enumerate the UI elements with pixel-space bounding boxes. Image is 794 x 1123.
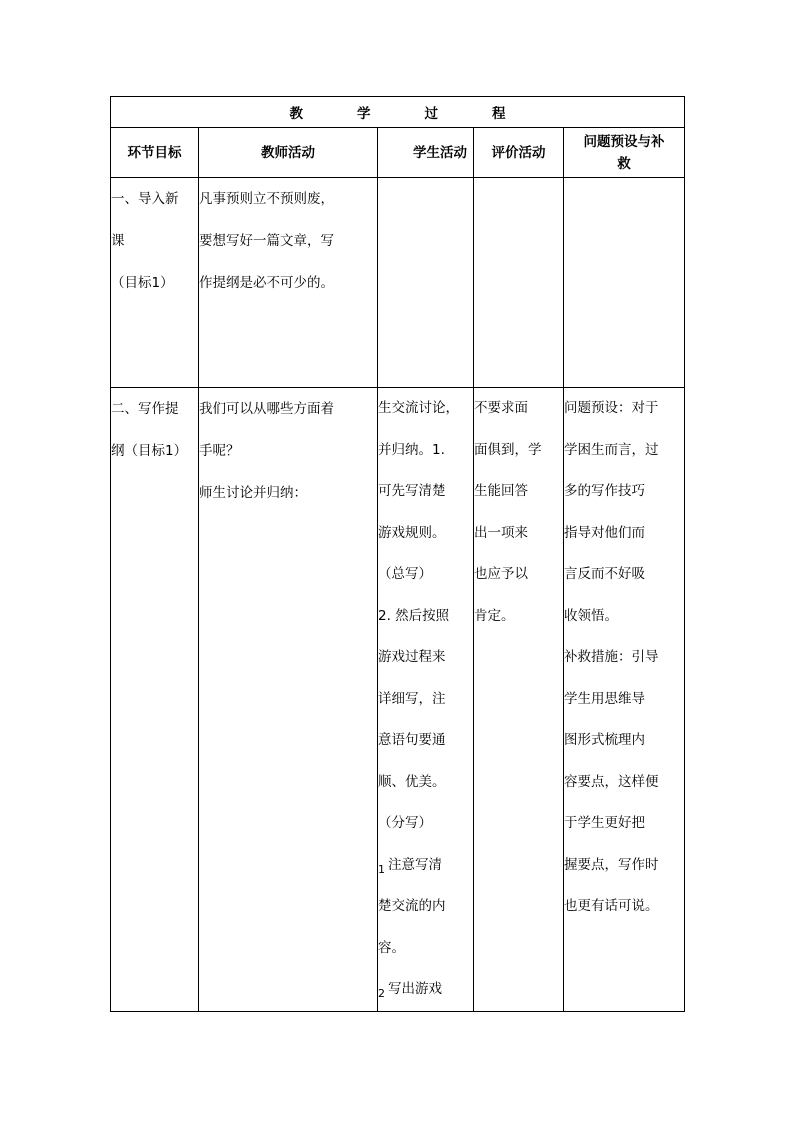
row1-issue-cell [564, 178, 685, 388]
header-issue-line: 问题预设与补 [583, 133, 665, 150]
text-line: 并归纳。1. [378, 441, 445, 458]
text-line: （总写） [378, 566, 432, 582]
text-segment: 写出游戏 [388, 981, 442, 997]
text-line: 肯定。 [474, 607, 515, 624]
text-segment: 注意写清 [388, 856, 442, 873]
list-marker [378, 969, 388, 1011]
row2-teacher-cell [199, 388, 378, 1012]
header-eval: 评价活动 [474, 128, 564, 178]
text-line: （目标1） [111, 275, 174, 291]
text-line: 收领悟。 [564, 607, 618, 624]
text-line: 二、写作提 [111, 401, 179, 417]
text-line: 手呢？ [199, 443, 240, 459]
text-line: 容。 [378, 939, 405, 956]
text-line: 补救措施：引导 [564, 649, 659, 665]
text-line: 师生讨论并归纳： [199, 485, 307, 501]
text-line: 凡事预则立不预则废， [199, 191, 334, 207]
text-line: 顺、优美。 [378, 773, 446, 790]
row2-issue-cell [564, 388, 685, 1012]
text-line [378, 845, 473, 887]
text-line: 生交流讨论， [378, 400, 459, 416]
header-issue [564, 128, 685, 178]
title-char: 学 [357, 106, 371, 122]
text-line: 作提纲是必不可少的。 [199, 275, 334, 291]
header-issue-line: 救 [617, 155, 631, 172]
header-teacher: 教师活动 [199, 128, 378, 178]
text-line: 容要点，这样便 [564, 773, 659, 790]
row1-eval-cell [474, 178, 564, 388]
text-line: 游戏规则。 [378, 524, 446, 541]
table-row [111, 178, 685, 388]
row2-stage-cell [111, 388, 199, 1012]
text-line: 可先写清楚 [378, 483, 446, 499]
row1-student-cell [378, 178, 474, 388]
text-line: 指导对他们而 [564, 524, 645, 541]
list-marker-number: 2 [378, 987, 385, 1000]
text-line: 楚交流的内 [378, 898, 446, 914]
text-line: 纲（目标1） [111, 443, 188, 459]
text-line: 出一项来 [474, 524, 528, 541]
row1-teacher-cell [199, 178, 378, 388]
text-line: 多的写作技巧 [564, 483, 645, 499]
text-line: 握要点，写作时 [564, 856, 659, 873]
text-line: 不要求面 [474, 400, 528, 416]
text-line: 课 [111, 233, 125, 249]
text-line [378, 969, 473, 1011]
lesson-process-table [110, 96, 685, 1012]
text-line: 也应予以 [474, 566, 528, 582]
text-line: 2. 然后按照 [378, 607, 450, 624]
text-line: 学困生而言，过 [564, 441, 659, 458]
text-line: 也更有话可说。 [564, 898, 659, 914]
list-marker [378, 845, 388, 887]
table-title [111, 97, 685, 128]
text-line: 面俱到，学 [474, 441, 542, 458]
row2-eval-cell [474, 388, 564, 1012]
header-stage: 环节目标 [111, 128, 199, 178]
table-row [111, 388, 685, 1012]
text-line: 图形式梳理内 [564, 732, 645, 748]
header-student: 学生活动 [378, 128, 474, 178]
text-line: 要想写好一篇文章，写 [199, 233, 334, 249]
row2-student-cell [378, 388, 474, 1012]
text-line: 我们可以从哪些方面着 [199, 401, 334, 417]
row1-stage-cell [111, 178, 199, 388]
title-char: 程 [492, 106, 506, 122]
text-line: 问题预设：对于 [564, 400, 659, 416]
text-line: 意语句要通 [378, 732, 446, 748]
text-line: 一、导入新 [111, 191, 179, 207]
title-char: 教 [289, 106, 304, 122]
list-marker-number: 1 [378, 862, 385, 876]
text-line: （分写） [378, 815, 432, 831]
text-line: 详细写，注 [378, 690, 446, 707]
text-line: 于学生更好把 [564, 815, 645, 831]
text-line: 生能回答 [474, 483, 528, 499]
text-line: 游戏过程来 [378, 649, 446, 665]
title-char: 过 [424, 106, 439, 122]
text-line: 言反而不好吸 [564, 566, 645, 582]
text-line: 学生用思维导 [564, 690, 645, 707]
